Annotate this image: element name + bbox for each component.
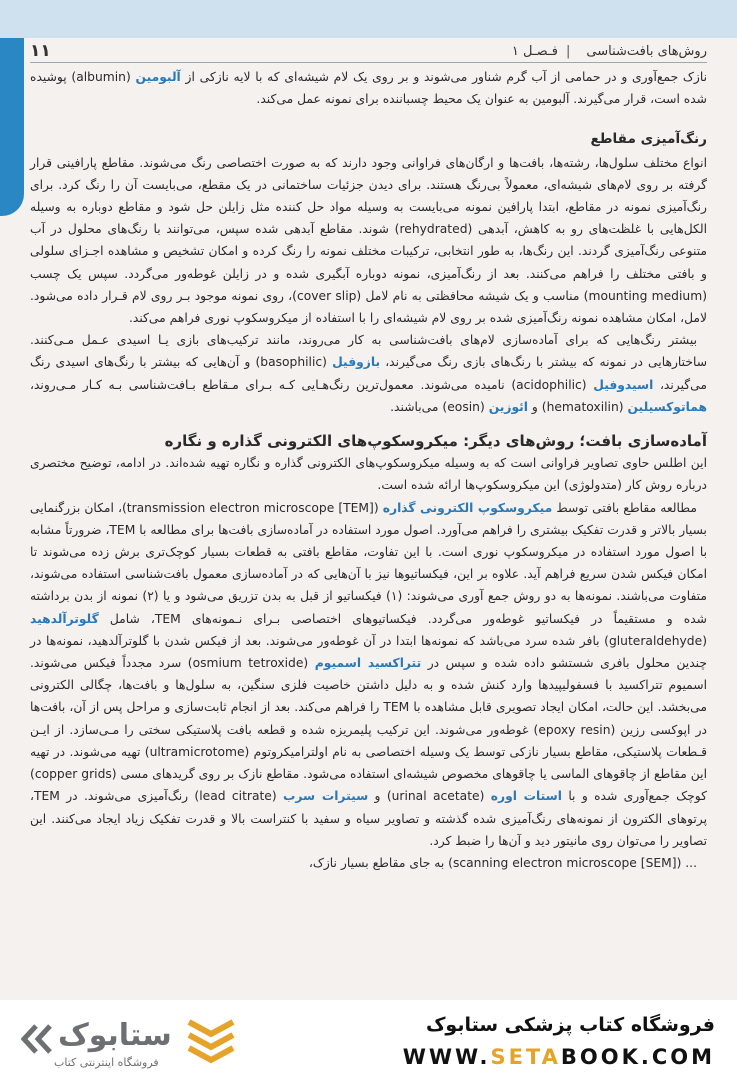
term-albumin: آلبومین bbox=[135, 70, 181, 84]
shop-name: فروشگاه کتاب پزشکی ستابوک bbox=[425, 1014, 715, 1036]
term-hematoxylin: هماتوکسیلین bbox=[627, 399, 707, 414]
paragraph-sem-cut: ... (scanning electron microscope [SEM]) به جای مقاطع بسیار نازک، bbox=[308, 855, 697, 870]
logo-wordmark: ستابوک bbox=[58, 1018, 172, 1053]
term-acidophilic: اسیدوفیل bbox=[593, 377, 654, 392]
page-body bbox=[30, 66, 707, 874]
top-color-band bbox=[0, 0, 737, 38]
paragraph-tem: مطالعه مقاطع بافتی توسط میکروسکوپ الکترونی گذاره (transmission electron microscope [TEM])، امکان بزرگنمایی بسیار بالاتر و قدرت تفکیک بیشتری را فراهم می‌آورد. اصول مورد استفاده در آماده‌سازی بافت‌ها برای مطالعه با TEM، ضرورتاً مشابه با اصول مورد استفاده در میکروسکوپ نوری است. با این تفاوت، مقاطع بافتی به قطعات بسیار کوچک‌تری برش زده می‌شوند تا امکان فیکس شدن سریع فراهم آید. علاوه بر این، فیکساتیوها نیز با آن‌هایی که در آماده‌سازی معمول بافت‌شناسی استفاده می‌شوند، متفاوت می‌باشند. نمونه‌ها به دو روش جمع آوری می‌شوند: (۱) فیکساتیو از قبل به بدن تزریق می‌شود و یا (۲) نمونه از بدن برداشته شده و مستقیماً در فیکساتیو غوطه‌ور می‌گردد. فیکساتیوهای اختصاصی بـرای نـمونه‌های TEM، شامل گلوترآلدهید (gluteraldehyde) بافر شده سرد می‌باشد که نمونه‌ها ابتدا در آن غوطه‌ور می‌شوند. بعد از فیکس شدن با گلوترآلدهید، نمونه‌ها در چندین محلول بافری شستشو داده شده و سپس در تتراکسید اسمیوم (osmium tetroxide) سرد مجدداً فیکس می‌شوند. اسمیوم تتراکسید با فسفولیپیدها وارد کنش شده و به دلیل داشتن خاصیت فلزی سنگین، به سلول‌ها و بافت‌ها، چگالی الکترونی می‌بخشد. این حالت، امکان ایجاد تصویری قابل مشاهده با TEM را فراهم می‌کند. بعد از انجام ثابت‌سازی و مراحل پس از آن، بافت‌ها در اپوکسی رزین (epoxy resin) غوطه‌ور می‌شوند. این ترکیب پلیمریزه شده و قطعه بافت پلاستیکی سختی را مـی‌سازد. از ایـن قـطعات پلاستیکی، مقاطع بسیار نازکی توسط یک وسیله اختصاصی به نام اولترامیکروتوم (ultramicrotome) تهیه می‌شوند. در تهیه این مقاطع از چاقوهای الماسی یا چاقوهای مخصوص شیشه‌ای استفاده می‌شود. مقاطع نازک بر روی گریدهای مسی (copper grids) کوچک جمع‌آوری شده و با استات اوره (urinal acetate) و سیترات سرب (lead citrate) رنگ‌آمیزی می‌شوند. در TEM، پرتوهای الکترون از نمونه‌های رنگ‌آمیزی شده گذشته و تصاویر سیاه و سفید با کنتراست بالا و قدرت تفکیک زیاد ایجاد می‌کنند. این تصاویر را می‌توان روی مانیتور دید و آن‌ها را ضبط کرد. bbox=[30, 500, 707, 848]
term-lead-citrate: سیترات سرب bbox=[283, 789, 369, 804]
paragraph-atlas-intro: این اطلس حاوی تصاویر فراوانی است که به وسیله میکروسکوپ‌های الکترونی گذاره و نگاره تهیه شده‌اند. در ادامه، توضیح مختصری درباره روش کار (متدولوژی) این میکروسکوپ‌ها ارائه شده است. bbox=[30, 456, 707, 493]
shop-logo bbox=[14, 1010, 274, 1072]
paragraph-staining: انواع مختلف سلول‌ها، رشته‌ها، بافت‌ها و ارگان‌های فراوانی وجود دارند که به صورت اختصاصی رنگ می‌شوند. مقاطع پارافینی قرار گرفته بر روی لام‌های شیشه‌ای، معمولاً بی‌رنگ هستند. برای دیدن جزئیات ساختمانی در یک مقطع، می‌بایست آن را رنگ کرد. برای رنگ‌آمیزی نمونه در مقاطع، ابتدا پارافین نمونه می‌بایست به وسیله مواد حل کننده مثل زایلن حل شود و مقاطع دوباره به وسیله الکل‌هایی با غلظت‌های رو به کاهش، آبدهی (rehydrated) شوند. مقاطع آبدهی شده سپس، می‌توانند با رنگ‌های محلول در آب متنوعی رنگ‌آمیزی گردند. این رنگ‌ها، به طور انتخابی، ترکیبات مختلف نمونه را رنگ کرده و امکان تشخیص و مشاهده اجـزای سلولی و بافتی مختلف را فراهم می‌کنند. بعد از رنگ‌آمیزی، نمونه دوباره آبگیری شده و در زایلن غوطه‌ور می‌گردد. سپس یک چسب (mounting medium) مناسب و یک شیشه محافظتی به نام لامل (cover slip)، روی نمونه موجود بـر روی لام قـرار داده می‌شود. لامل، امکان مشاهده نمونه رنگ‌آمیزی شده بر روی لام شیشه‌ای را با استفاده از میکروسکوپ نوری فراهم می‌کند. bbox=[30, 155, 708, 326]
header-section-title: روش‌های بافت‌شناسی bbox=[586, 43, 707, 59]
page-number: ۱۱ bbox=[30, 41, 51, 61]
header-separator: | bbox=[565, 43, 571, 59]
heading-electron-microscopy: آماده‌سازی بافت؛ روش‌های دیگر: میکروسکوپ‌های الکترونی گذاره و نگاره bbox=[164, 432, 707, 451]
heading-staining: رنگ‌آمیزی مقاطع bbox=[590, 131, 707, 148]
term-uranyl-acetate: استات اوره bbox=[490, 789, 562, 804]
logo-tagline: فروشگاه اینترنتی کتاب bbox=[54, 1056, 159, 1069]
double-chevron-icon bbox=[18, 1024, 58, 1054]
term-eosin: ائوزین bbox=[488, 399, 528, 414]
shop-url-accent: SETA bbox=[490, 1045, 561, 1069]
term-basophilic: بازوفیل bbox=[332, 355, 381, 370]
running-header bbox=[30, 40, 707, 63]
paragraph-albumin: نازک جمع‌آوری و در حمامی از آب گرم شناور می‌شوند و بر روی یک لام شیشه‌ای که با لایه نازکی از آلبومین (albumin) پوشیده شده است، قرار می‌گیرند. آلبومین به عنوان یک محیط چسباننده برای نمونه عمل می‌کند. bbox=[30, 70, 707, 107]
term-osmium-tetroxide: تتراکسید اسمیوم bbox=[314, 656, 422, 671]
chapter-thumb-tab bbox=[0, 38, 24, 216]
shop-footer-banner bbox=[0, 1000, 737, 1080]
shop-url[interactable]: WWW.SETABOOK.COM bbox=[402, 1045, 715, 1069]
term-tem: میکروسکوپ الکترونی گذاره bbox=[382, 500, 553, 515]
paragraph-dyes: بیشتر رنگ‌هایی که برای آماده‌سازی لام‌های بافت‌شناسی به کار می‌روند، مانند ترکیب‌های بازی یـا اسیدی عـمل مـی‌کنند. ساختارهایی در نمونه که بیشتر با رنگ‌های بازی رنگ می‌گیرند، بازوفیل (basophilic) و آن‌هایی که بیشتر با رنگ‌های اسیدی رنگ می‌گیرند، اسیدوفیل (acidophilic) نامیده می‌شوند. معمول‌ترین رنگ‌هـایی کـه بـرای مـقاطع بـافت‌شناسی بـه کـار مـی‌روند، هماتوکسیلین (hematoxilin) و ائوزین (eosin) می‌باشند. bbox=[30, 333, 707, 414]
term-glutaraldehyde: گلوترآلدهید bbox=[30, 611, 99, 626]
header-chapter-label: فـصـل ۱ bbox=[511, 43, 558, 59]
book-chevron-logo-icon bbox=[186, 1018, 236, 1064]
